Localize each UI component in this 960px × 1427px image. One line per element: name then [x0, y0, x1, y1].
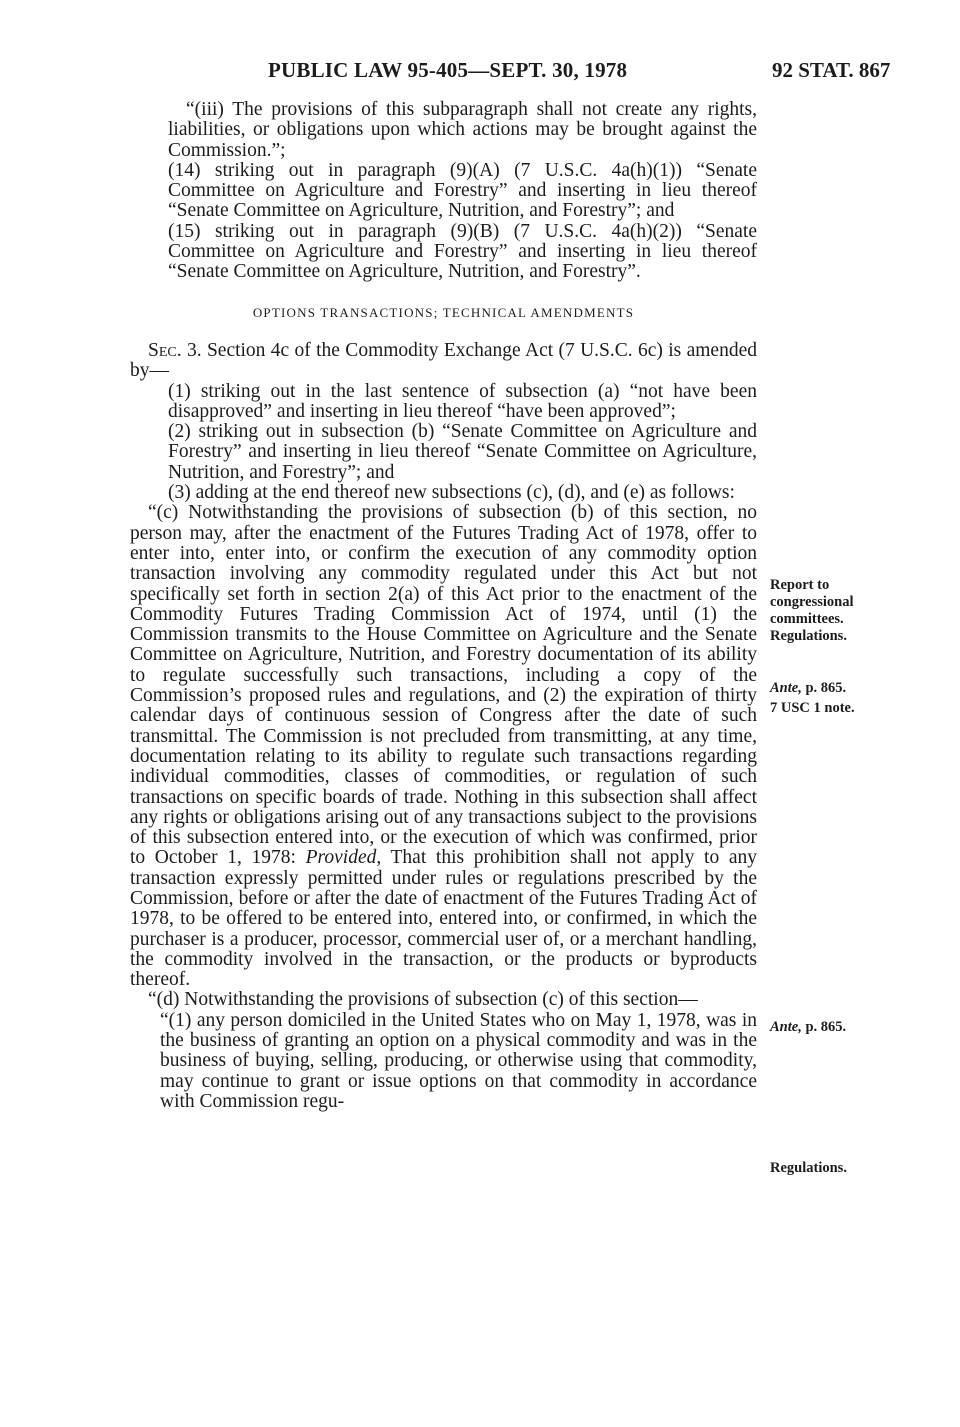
provided-keyword: Provided: [305, 847, 377, 869]
running-header: [0, 50, 960, 90]
margin-note-ante-1: [770, 680, 950, 697]
section-3-text: Section 4c of the Commodity Exchange Act (7 U.S.C. 6c) is amended by—: [130, 339, 757, 382]
section-heading: OPTIONS TRANSACTIONS; TECHNICAL AMENDMENTS: [252, 304, 635, 320]
ante-word-1: Ante,: [770, 680, 802, 696]
main-text-column: [130, 100, 757, 1112]
subsection-d: “(d) Notwithstanding the provisions of subsection (c) of this section—: [148, 989, 698, 1011]
subsection-c: [130, 503, 757, 990]
ante-word-2: Ante,: [770, 1019, 802, 1035]
regulations-note-1: Regulations.: [770, 628, 847, 644]
item-15: (15) striking out in paragraph (9)(B) (7 U.S.C. 4a(h)(2)) “Senate Committee on Agriculture and Forestry” and inserting in lieu thereof “Senate Committee on Agriculture, Nutrition, and Forestry”.: [168, 220, 757, 283]
section-label: Sec. 3.: [148, 339, 202, 361]
ante-page-2: p. 865.: [801, 1019, 847, 1035]
section-3-intro: [130, 341, 757, 382]
margin-note-regulations-2: Regulations.: [770, 1160, 847, 1176]
report-line-3: committees.: [770, 611, 844, 627]
header-title: PUBLIC LAW 95-405—SEPT. 30, 1978: [268, 58, 628, 82]
margin-note-usc: 7 USC 1 note.: [770, 700, 855, 716]
report-line-2: congressional: [770, 594, 854, 610]
margin-note-ante-2: [770, 1019, 950, 1036]
subsection-c-text-1: “(c) Notwithstanding the provisions of subsection (b) of this section, no person may, after the enactment of the Futures Trading Act of 1978, offer to enter into, enter into, or confirm the execution of any commodity option transaction involving any commodity regulated under this Act but not specifically set forth in section 2(a) of this Act prior to the enactment of the Commodity Futures Trading Commission Act of 1974, until (1) the Commission transmits to the House Committee on Agriculture and the Senate Committee on Agriculture, Nutrition, and Forestry documentation of its ability to regulate successfully such transactions, including a copy of the Commission’s proposed rules and regulations, and (2) the expiration of thirty calendar days of continuous session of Congress after the date of such transmittal. The Commission is not precluded from transmitting, at any time, documentation relating to its ability to regulate such transactions regarding individual commodities, classes of commodities, or regulation of such transactions on specific boards of trade. Nothing in this subsection shall affect any rights or obligations arising out of any transactions subject to the provisions of this subsection entered into, or the execution of which was confirmed, prior to October 1, 1978:: [130, 502, 757, 869]
subsection-c-text-2: , That this prohibition shall not apply to any transaction expressly permitted under rules or regulations prescribed by the Commission, before or after the date of enactment of the Futures Trading Act of 1978, to be offered to be entered into, entered into, or confirmed, in which the purchaser is a producer, processor, commercial user of, or a merchant handling, the commodity involved in the transaction, or the products or byproducts thereof.: [130, 847, 757, 991]
amendment-item-3: (3) adding at the end thereof new subsections (c), (d), and (e) as follows:: [168, 482, 735, 504]
amendment-item-2: (2) striking out in subsection (b) “Senate Committee on Agriculture and Forestry” and inserting in lieu thereof “Senate Committee on Agriculture, Nutrition, and Forestry”; and: [168, 421, 757, 483]
margin-note-report: [770, 577, 950, 645]
report-line-1: Report to: [770, 577, 830, 593]
ante-page-1: p. 865.: [801, 680, 847, 696]
subsection-d-1: “(1) any person domiciled in the United States who on May 1, 1978, was in the business of granting an option on a physical commodity and was in the business of buying, selling, producing, or otherwise using that commodity, may continue to grant or issue options on that commodity in accordance with Commission regu-: [160, 1009, 757, 1112]
amendment-item-1: (1) striking out in the last sentence of subsection (a) “not have been disapproved” and inserting in lieu thereof “have been approved”;: [168, 380, 757, 422]
header-stat-page: 92 STAT. 867: [772, 58, 891, 82]
item-14: (14) striking out in paragraph (9)(A) (7 U.S.C. 4a(h)(1)) “Senate Committee on Agriculture and Forestry” and inserting in lieu thereof “Senate Committee on Agriculture, Nutrition, and Forestry”; and: [168, 159, 757, 222]
clause-iii: “(iii) The provisions of this subparagraph shall not create any rights, liabilities, or obligations upon which actions may be brought against the Commission.”;: [168, 99, 757, 161]
